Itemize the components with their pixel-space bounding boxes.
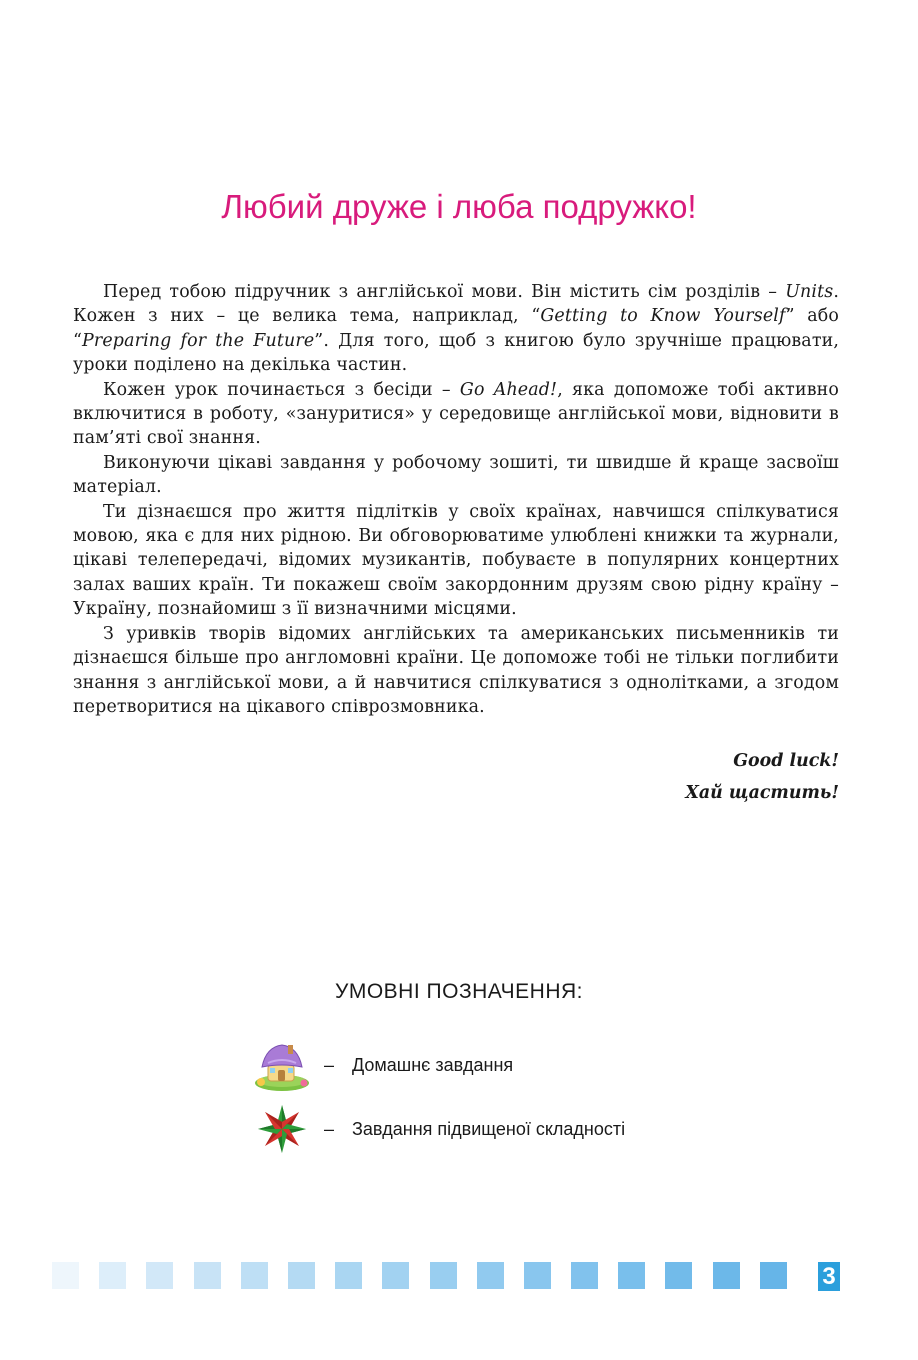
signoff (685, 745, 839, 809)
star-icon (252, 1100, 312, 1158)
legend-item-homework (252, 1036, 513, 1094)
footer-square (52, 1262, 79, 1289)
footer-square (288, 1262, 315, 1289)
footer-square (241, 1262, 268, 1289)
footer-square (382, 1262, 409, 1289)
footer-square (146, 1262, 173, 1289)
signoff-english: Good luck! (733, 751, 839, 771)
footer-square (99, 1262, 126, 1289)
footer-square (335, 1262, 362, 1289)
paragraph-2: Кожен урок починається з бесіди – Go Ahead!, яка допоможе тобі активно включитися в роботу, «зануритися» у середовище англійської мови, відновити в пам’яті свої знання. (73, 379, 839, 449)
page-title: Любий друже і люба подружко! (221, 188, 697, 225)
paragraph-3: Виконуючи цікаві завдання у робочому зошиті, ти швидше й краще засвоїш матеріал. (73, 452, 839, 498)
paragraph-5: З уривків творів відомих англійських та американських письменників ти дізнаєшся більше про англомовні країни. Це допоможе тобі не тільки поглибити знання з англійської мови, а й навчитися спілкуватися з однолітками, а згодом перетворитися на цікавого співрозмовника. (73, 623, 839, 717)
legend-label-homework: Домашнє завдання (352, 1054, 514, 1075)
footer-square (618, 1262, 645, 1289)
paragraph-1: Перед тобою підручник з англійської мови. Він містить сім розділів – Units. Кожен з них – це велика тема, наприклад, “Getting to Know Yourself” або “Preparing for the Future”. Для того, щоб з книгою було зручніше працювати, уроки поділено на декілька частин. (73, 282, 840, 376)
footer-square (477, 1262, 504, 1289)
signoff-ukrainian: Хай щастить! (685, 783, 839, 803)
legend-title: УМОВНІ ПОЗНАЧЕННЯ: (335, 980, 583, 1003)
legend-item-hard-task (252, 1100, 625, 1158)
paragraph-4: Ти дізнаєшся про життя підлітків у своїх країнах, навчишся спілкуватися мовою, яка є для них рідною. Ви обговорюватиме улюблені книжки та журнали, цікаві телепередачі, відомих музикантів, побуваєте в популярних концертних залах ваших країн. Ти покажеш своїм закордонним друзям свою рідну країну – Україну, познайомиш з її визначними місцями. (73, 501, 839, 620)
legend-dash: – (324, 1118, 335, 1139)
legend-label-hard-task: Завдання підвищеної складності (352, 1118, 626, 1139)
footer-square (760, 1262, 787, 1289)
house-icon (252, 1036, 312, 1094)
footer-decoration (52, 1262, 807, 1289)
footer-square (665, 1262, 692, 1289)
legend-dash: – (324, 1054, 335, 1075)
intro-text (73, 280, 839, 719)
footer-square (194, 1262, 221, 1289)
footer-square (524, 1262, 551, 1289)
footer-square (713, 1262, 740, 1289)
footer-square (430, 1262, 457, 1289)
page-number: 3 (818, 1262, 840, 1291)
footer-square (571, 1262, 598, 1289)
